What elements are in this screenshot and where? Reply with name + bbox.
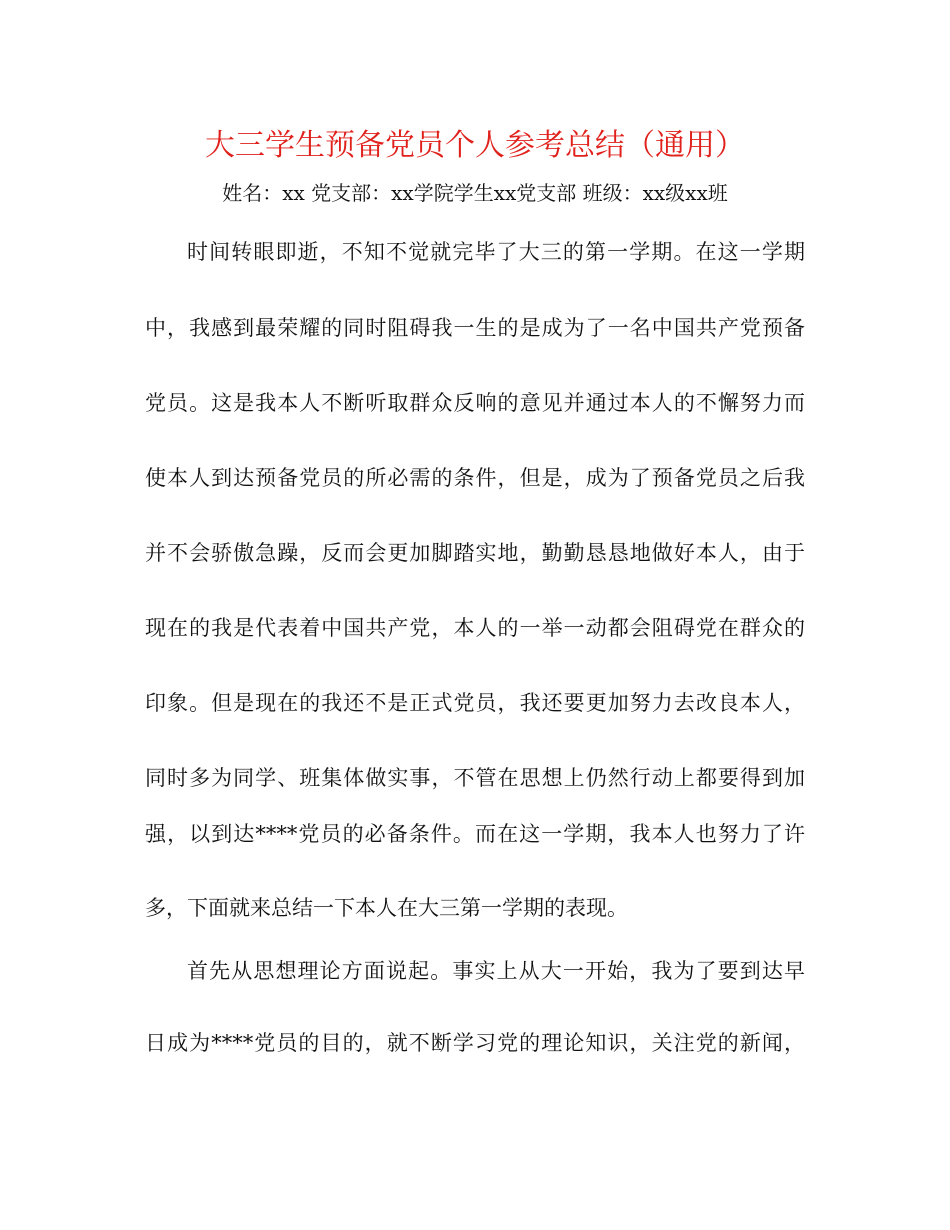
paragraph-line: 强，以到达****党员的必备条件。而在这一学期，我本人也努力了许 [145, 822, 805, 846]
paragraph-line: 印象。但是现在的我还不是正式党员，我还要更加努力去改良本人， [145, 691, 805, 715]
paragraph-line: 现在的我是代表着中国共产党，本人的一举一动都会阻碍党在群众的 [145, 616, 805, 640]
paragraph-line: 同时多为同学、班集体做实事，不管在思想上仍然行动上都要得到加 [145, 766, 805, 790]
paragraph-line: 中，我感到最荣耀的同时阻碍我一生的是成为了一名中国共产党预备 [145, 316, 805, 340]
paragraph-line: 多，下面就来总结一下本人在大三第一学期的表现。 [145, 896, 628, 920]
paragraph-line: 并不会骄傲急躁，反而会更加脚踏实地，勤勤恳恳地做好本人，由于 [145, 541, 805, 565]
paragraph-line: 党员。这是我本人不断听取群众反响的意见并通过本人的不懈努力而 [145, 391, 805, 415]
document-title: 大三学生预备党员个人参考总结（通用） [205, 128, 745, 163]
paragraph-line: 首先从思想理论方面说起。事实上从大一开始，我为了要到达早 [187, 959, 805, 983]
paragraph-line: 使本人到达预备党员的所必需的条件，但是，成为了预备党员之后我 [145, 466, 805, 490]
author-info: 姓名：xx 党支部：xx学院学生xx党支部 班级：xx级xx班 [222, 181, 728, 205]
paragraph-line: 日成为****党员的目的，就不断学习党的理论知识，关注党的新闻， [145, 1031, 805, 1055]
paragraph-line: 时间转眼即逝，不知不觉就完毕了大三的第一学期。在这一学期 [187, 240, 805, 264]
